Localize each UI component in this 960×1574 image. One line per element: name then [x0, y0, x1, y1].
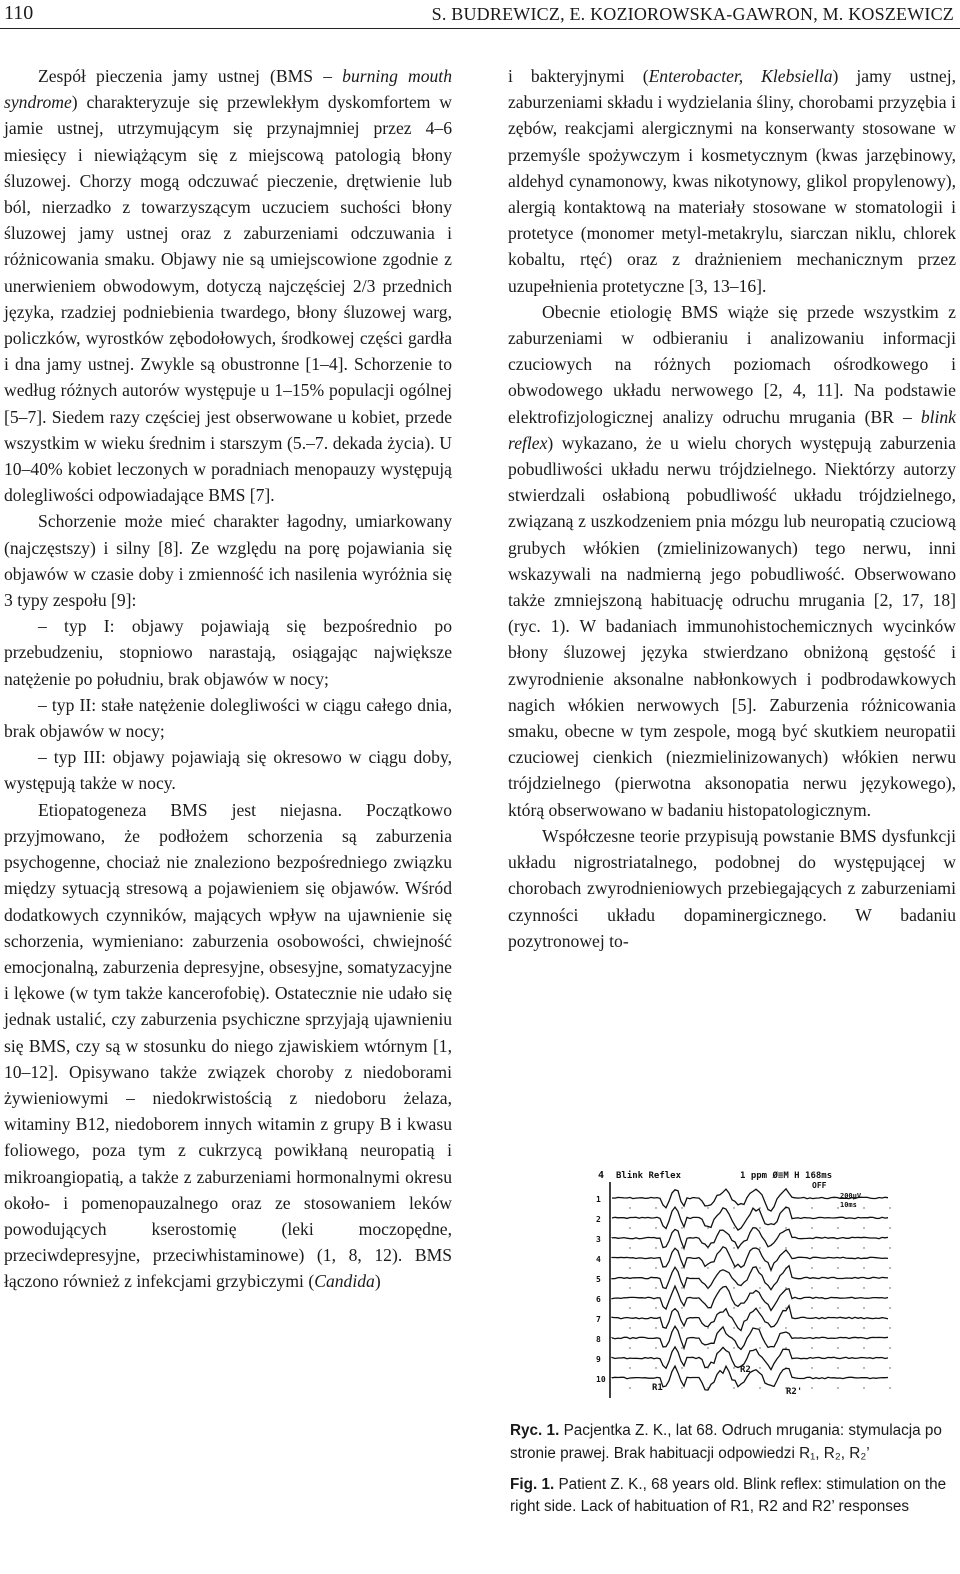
grid-dot [863, 1367, 864, 1368]
grid-dot [733, 1367, 734, 1368]
grid-dot [785, 1347, 786, 1348]
text-span: ) charakteryzuje się przewlekłym dyskomfortem w jamie ustnej, utrzymującym się przynajmniej przez 4–6 miesięcy i niewiążącym się z miejscową patologią błony śluzowej. Chorzy mogą odczuwać pieczenie, drętwienie lub ból, nierzadko z towarzyszącym uczuciem suchości błony śluzowej jamy ustnej oraz z zaburzeniami odczuwania i różnicowania smaku. Objawy nie są umiejscowione zgodnie z unerwieniem obwodowym, dotyczą najczęściej 2/3 przednich języka, rzadziej podniebienia twardego, błony śluzowej warg, policzków, wyrostków zębodołowych, środkowej części gardła i dna jamy ustnej. Zwykle są obustronne [1–4]. Schorzenie to według różnych autorów występuje u 1–15% populacji ogólnej [5–7]. Siedem razy częściej jest obserwowane u kobiet, przede wszystkim w wieku średnim i starszym (5.–7. dekada życia). U 10–40% kobiet leczonych w poradniach menopauzy występują dolegliwości odpowiadające BMS [7]. [4, 92, 452, 506]
trace-label: 7 [596, 1315, 601, 1324]
grid-dot [733, 1227, 734, 1228]
grid-dot [837, 1327, 838, 1328]
caption-label: Ryc. 1. [510, 1422, 560, 1439]
grid-dot [707, 1347, 708, 1348]
grid-dot [811, 1367, 812, 1368]
grid-dot [681, 1287, 682, 1288]
text-span: ) jamy ustnej, zaburzeniami składu i wydzielania śliny, chorobami przyzębia i zębów, reakcjami alergicznymi na konserwanty stosowane w przemyśle spożywczym i kosmetycznym (kwas jarzębinowy, aldehyd cynamonowy, kwas nikotynowy, glikol propylenowy), alergią kontaktową na materiały stosowane w stomatologii i protetyce (monomer metyl-metakrylu, siarczan niklu, chlorek kobaltu, rtęć) oraz z drażnieniem mechanicznym przez uzupełnienia protetyczne [3, 13–16]. [508, 66, 957, 296]
grid-dot [759, 1267, 760, 1268]
grid-dot [837, 1267, 838, 1268]
grid-dot [889, 1347, 890, 1348]
grid-dot [863, 1247, 864, 1248]
grid-dot [811, 1307, 812, 1308]
grid-dot [733, 1247, 734, 1248]
page-header [0, 0, 960, 30]
marker-label: R1 [652, 1383, 663, 1393]
trace-label: 4 [596, 1255, 601, 1264]
grid-dot [707, 1247, 708, 1248]
trace-label: 2 [596, 1215, 601, 1224]
paragraph-etiopathogenesis [4, 797, 452, 1295]
marker-label: R2 [740, 1365, 751, 1375]
grid-dot [629, 1247, 630, 1248]
grid-dot [889, 1227, 890, 1228]
grid-dot [889, 1207, 890, 1208]
grid-dot [629, 1307, 630, 1308]
scale-time: 10ms [840, 1201, 857, 1209]
grid-dot [629, 1267, 630, 1268]
trace-label: 3 [596, 1235, 601, 1244]
grid-dot [837, 1387, 838, 1388]
grid-dot [889, 1387, 890, 1388]
grid-dot [733, 1207, 734, 1208]
trace-label: 10 [596, 1375, 606, 1384]
grid-dot [655, 1367, 656, 1368]
grid-dot [785, 1247, 786, 1248]
italic-term: Candida [314, 1271, 375, 1292]
list-item-type-3: – typ III: objawy pojawiają się okresowo w ciągu doby, występują także w nocy. [4, 747, 452, 794]
screen-status: OFF [812, 1181, 827, 1190]
grid-dot [811, 1247, 812, 1248]
trace-label: 6 [596, 1295, 601, 1304]
grid-dot [863, 1347, 864, 1348]
left-column [4, 63, 452, 1295]
grid-dot [889, 1367, 890, 1368]
grid-dot [655, 1287, 656, 1288]
grid-dot [785, 1307, 786, 1308]
grid-dot [785, 1227, 786, 1228]
grid-dot [707, 1327, 708, 1328]
grid-dot [707, 1307, 708, 1308]
trace-label: 5 [596, 1275, 601, 1284]
page-number: 110 [4, 2, 34, 24]
grid-dot [681, 1267, 682, 1268]
grid-dot [629, 1327, 630, 1328]
text-span: Zespół pieczenia jamy ustnej (BMS – [38, 66, 343, 86]
grid-dot [629, 1347, 630, 1348]
grid-dot [759, 1287, 760, 1288]
screen-title: Blink Reflex [616, 1171, 682, 1181]
grid-dot [655, 1267, 656, 1268]
paragraph-etiology [508, 299, 956, 823]
grid-dot [863, 1387, 864, 1388]
grid-dot [837, 1367, 838, 1368]
grid-dot [889, 1247, 890, 1248]
text-span: ) wykazano, że u wielu chorych występują zaburzenia pobudliwości układu nerwu trójdzielnego. Niektórzy autorzy stwierdzali osłabioną pobudliwość układu trójdzielnego, związaną z uszkodzeniem pnia mózgu lub neuropatią czuciową grubych włókien (zmielinizowanych) tego nerwu, inni wskazywali na nadmierną jego pobudliwość. Obserwowano także zmniejszoną habituację odruchu mrugania [2, 17, 18] (ryc. 1). W badaniach immunohistochemicznych wycinków błony śluzowej języka stwierdzano obniżoną gęstość i zwyrodnienie aksonalne nabłonkowych i podbrodawkowych nagich włókien nerwowych [5]. Zaburzenia różnicowania smaku, obecne w tym zespole, mogą być skutkiem neuropatii czuciowej cienkich (niezmielinizowanych) włókien nerwu trójdzielnego (pierwotna aksonopatia nerwu językowego), którą obserwowano w badaniu histopatologicznym. [508, 432, 956, 820]
blink-reflex-figure [590, 1166, 900, 1404]
grid-dot [681, 1327, 682, 1328]
grid-dot [811, 1267, 812, 1268]
trace-label: 8 [596, 1335, 601, 1344]
grid-dot [707, 1227, 708, 1228]
grid-dot [785, 1287, 786, 1288]
grid-dot [629, 1387, 630, 1388]
grid-dot [759, 1307, 760, 1308]
caption-text: Pacjentka Z. K., lat 68. Odruch mrugania: stymulacja po stronie prawej. Brak habituacji odpowiedzi R₁, R₂, R₂’ [510, 1422, 942, 1462]
grid-dot [759, 1327, 760, 1328]
grid-dot [785, 1327, 786, 1328]
grid-dot [863, 1227, 864, 1228]
text-span: i bakteryjnymi ( [508, 66, 649, 86]
grid-dot [681, 1307, 682, 1308]
grid-dot [733, 1387, 734, 1388]
grid-dot [629, 1227, 630, 1228]
italic-term: blink reflex [508, 406, 956, 453]
grid-dot [681, 1227, 682, 1228]
running-head: S. BUDREWICZ, E. KOZIOROWSKA-GAWRON, M. KOSZEWICZ [431, 4, 954, 24]
trace-label: 9 [596, 1355, 601, 1364]
grid-dot [863, 1287, 864, 1288]
caption-polish [510, 1420, 956, 1466]
grid-dot [837, 1347, 838, 1348]
grid-dot [837, 1207, 838, 1208]
grid-dot [863, 1327, 864, 1328]
grid-dot [655, 1327, 656, 1328]
grid-dot [811, 1227, 812, 1228]
grid-dot [811, 1347, 812, 1348]
grid-dot [759, 1387, 760, 1388]
grid-dot [759, 1207, 760, 1208]
grid-dot [707, 1207, 708, 1208]
grid-dot [759, 1367, 760, 1368]
marker-label: R2' [786, 1387, 803, 1397]
trace-label: 1 [596, 1195, 601, 1204]
grid-dot [759, 1227, 760, 1228]
grid-dot [655, 1207, 656, 1208]
grid-dot [629, 1207, 630, 1208]
grid-dot [811, 1387, 812, 1388]
caption-label: Fig. 1. [510, 1475, 555, 1493]
grid-dot [889, 1287, 890, 1288]
grid-dot [733, 1347, 734, 1348]
grid-dot [655, 1247, 656, 1248]
right-column [508, 63, 956, 954]
caption-text: Patient Z. K., 68 years old. Blink reflex: stimulation on the right side. Lack of habituation of R1, R2 and R2’ responses [510, 1475, 947, 1516]
grid-dot [889, 1307, 890, 1308]
grid-dot [837, 1227, 838, 1228]
grid-dot [863, 1307, 864, 1308]
grid-dot [681, 1367, 682, 1368]
paragraph-modern-theories: Współczesne teorie przypisują powstanie BMS dysfunkcji układu nigrostriatalnego, podobnej do występującej w chorobach zwyrodnieniowych przebiegających z zaburzeniami czynności układu dopaminergicznego. W badaniu pozytronowej to- [508, 825, 956, 951]
text-span: Obecnie etiologię BMS wiąże się przede wszystkim z zaburzeniami w odbieraniu i analizowaniu informacji czuciowych na różnych poziomach ośrodkowego i obwodowego układu nerwowego [2, 4, 11]. Na podstawie elektrofizjologicznej analizy odruchu mrugania (BR – [508, 301, 956, 427]
caption-english [510, 1474, 956, 1520]
grid-dot [681, 1207, 682, 1208]
header-rule [0, 28, 960, 29]
grid-dot [837, 1287, 838, 1288]
list-item-type-1: – typ I: objawy pojawiają się bezpośrednio po przebudzeniu, stopniowo narastają, osiągając największe natężenie po południu, brak objawów w nocy; [4, 616, 452, 689]
text-span: ) [374, 1271, 381, 1292]
grid-dot [733, 1287, 734, 1288]
grid-dot [837, 1247, 838, 1248]
grid-dot [629, 1367, 630, 1368]
grid-dot [733, 1267, 734, 1268]
figure-captions [510, 1420, 956, 1527]
grid-dot [837, 1307, 838, 1308]
grid-dot [707, 1287, 708, 1288]
grid-dot [707, 1387, 708, 1388]
screen-info: 1 ppm Ø≡M H 168ms [740, 1171, 833, 1181]
grid-dot [655, 1307, 656, 1308]
paragraph-severity: Schorzenie może mieć charakter łagodny, umiarkowany (najczęstszy) i silny [8]. Ze względu na porę pojawiania się objawów w czasie doby i zmienność ich nasilenia wyróżnia się 3 typy zespołu [9]: [4, 511, 452, 611]
trace-number-label: 4 [598, 1170, 605, 1181]
grid-dot [681, 1247, 682, 1248]
grid-dot [759, 1347, 760, 1348]
list-item-type-2: – typ II: stałe natężenie dolegliwości w ciągu całego dnia, brak objawów w nocy; [4, 694, 452, 742]
grid-dot [733, 1307, 734, 1308]
text-span: Etiopatogeneza BMS jest niejasna. Początkowo przyjmowano, że podłożem schorzenia są zaburzenia psychogenne, chociaż nie znaleziono bezpośredniego związku między sytuacją stresową a pojawieniem się objawów. Wśród dodatkowych czynników, mających wpływ na ujawnienie się schorzenia, wymieniano: zaburzenia osobowości, chwiejność emocjonalną, zaburzenia depresyjne, obsesyjne, somatyzacyjne i lękowe (w tym także kancerofobię). Ostatecznie nie udało się jednak ustalić, czy zaburzenia psychiczne sprzyjają ujawnieniu się BMS, czy są w stosunku do niego zjawiskiem wtórnym [1, 10–12]. Opisywano także związek choroby z niedoborami żywieniowymi – niedokrwistością z niedoboru żelaza, witaminy B12, niedoborem innych witamin z grupy B i kwasu foliowego, poza tym z cukrzycą powikłaną neuropatią i mikroangiopatią, a także z zaburzeniami hormonalnymi okresu około- i pomenopauzalnego oraz ze stosowaniem leków powodujących kserostomię (leki moczopędne, przeciwdepresyjne, przeciwhistaminowe) (1, 8, 12). BMS łączono również z infekcjami grzybiczymi ( [4, 799, 452, 1292]
grid-dot [889, 1267, 890, 1268]
paragraph-continuation [508, 63, 956, 299]
italic-term: Enterobacter, Klebsiella [648, 66, 833, 86]
emg-recording-image [590, 1166, 900, 1404]
grid-dot [733, 1327, 734, 1328]
grid-dot [811, 1287, 812, 1288]
paragraph-intro [4, 63, 452, 508]
grid-dot [811, 1207, 812, 1208]
grid-dot [889, 1327, 890, 1328]
grid-dot [707, 1267, 708, 1268]
grid-dot [655, 1347, 656, 1348]
grid-dot [681, 1347, 682, 1348]
grid-dot [811, 1327, 812, 1328]
grid-dot [863, 1267, 864, 1268]
grid-dot [681, 1387, 682, 1388]
grid-dot [629, 1287, 630, 1288]
italic-term: burning mouth syndrome [4, 66, 452, 113]
grid-dot [759, 1247, 760, 1248]
grid-dot [655, 1227, 656, 1228]
grid-dot [707, 1367, 708, 1368]
scale-amplitude: 200μV [840, 1192, 862, 1200]
grid-dot [863, 1207, 864, 1208]
